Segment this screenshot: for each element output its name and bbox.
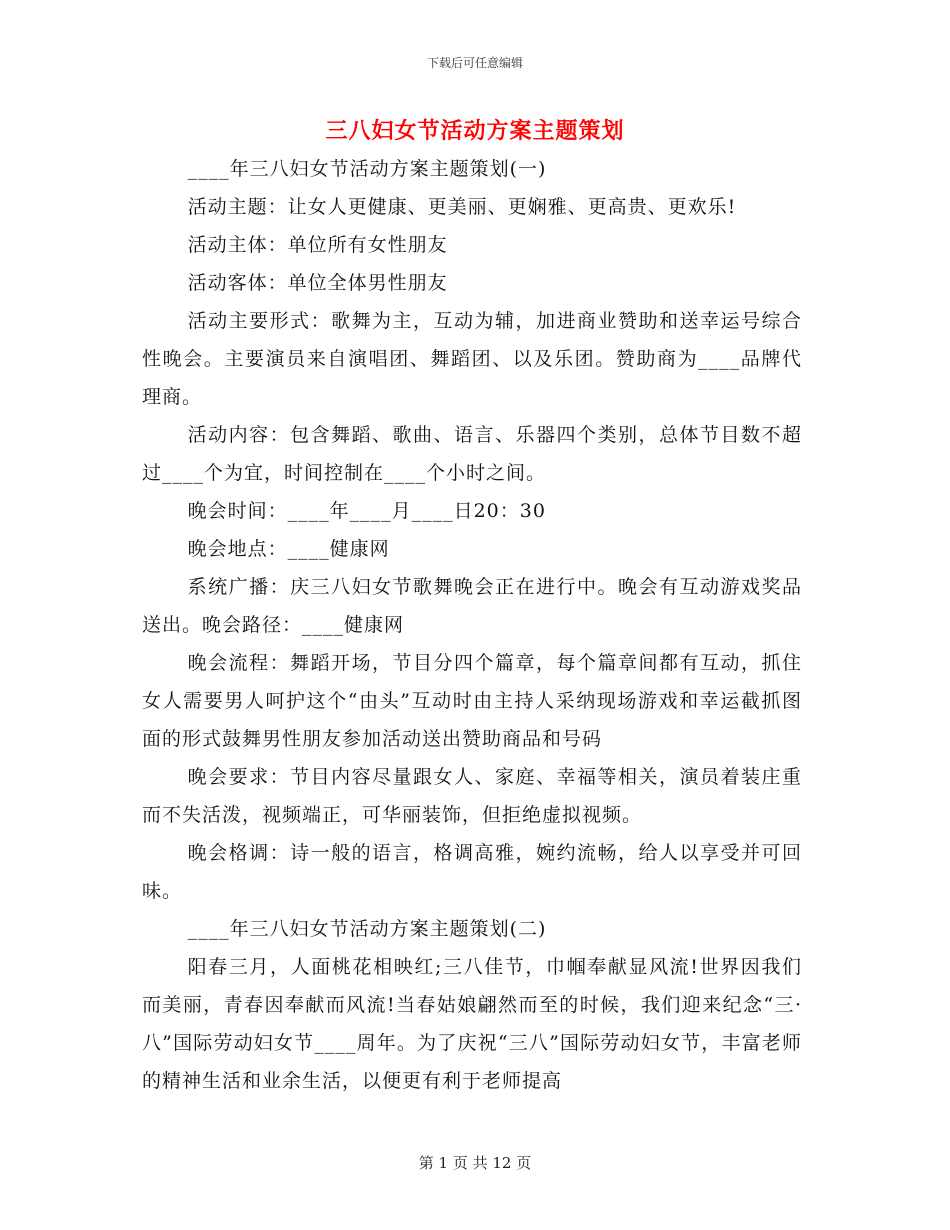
paragraph-section-heading-2: ____年三八妇女节活动方案主题策划(二) xyxy=(187,918,547,940)
paragraph-activity-subject: 活动主体：单位所有女性朋友 xyxy=(187,234,448,256)
paragraph-activity-theme: 活动主题：让女人更健康、更美丽、更娴雅、更高贵、更欢乐! xyxy=(187,196,737,218)
paragraph-party-time: 晚会时间：____年____月____日20：30 xyxy=(187,500,546,522)
paragraph-party-flow: 晚会流程：舞蹈开场，节目分四个篇章，每个篇章间都有互动，抓住女人需要男人呵护这个“由头”互动时由主持人采纳现场游戏和幸运截抓图面的形式鼓舞男性朋友参加活动送出赞助商品和号码 xyxy=(142,652,802,750)
page-header-note: 下载后可任意编辑 xyxy=(426,56,523,70)
paragraph-party-location: 晚会地点：____健康网 xyxy=(187,538,390,560)
paragraph-broadcast: 系统广播：庆三八妇女节歌舞晚会正在进行中。晚会有互动游戏奖品送出。晚会路径：____健康网 xyxy=(142,576,802,636)
paragraph-section-heading-1: ____年三八妇女节活动方案主题策划(一) xyxy=(187,158,547,180)
paragraph-activity-form: 活动主要形式：歌舞为主，互动为辅，加进商业赞助和送幸运号综合性晚会。主要演员来自演唱团、舞蹈团、以及乐团。赞助商为____品牌代理商。 xyxy=(142,310,802,408)
document-body xyxy=(142,150,802,1100)
paragraph-party-style: 晚会格调：诗一般的语言，格调高雅，婉约流畅，给人以享受并可回味。 xyxy=(142,842,802,902)
document-title: 三八妇女节活动方案主题策划 xyxy=(325,118,625,144)
paragraph-intro-section-2: 阳春三月，人面桃花相映红;三八佳节，巾帼奉献显风流!世界因我们而美丽，青春因奉献而风流!当春姑娘翩然而至的时候，我们迎来纪念“三·八”国际劳动妇女节____周年。为了庆祝“三八”国际劳动妇女节，丰富老师的精神生活和业余生活，以便更有利于老师提高 xyxy=(142,956,802,1092)
paragraph-activity-object: 活动客体：单位全体男性朋友 xyxy=(187,272,448,294)
page-footer-number: 第 1 页 共 12 页 xyxy=(418,1154,532,1172)
paragraph-activity-content: 活动内容：包含舞蹈、歌曲、语言、乐器四个类别，总体节目数不超过____个为宜，时间控制在____个小时之间。 xyxy=(142,424,802,484)
paragraph-party-requirements: 晚会要求：节目内容尽量跟女人、家庭、幸福等相关，演员着装庄重而不失活泼，视频端正，可华丽装饰，但拒绝虚拟视频。 xyxy=(142,766,802,826)
